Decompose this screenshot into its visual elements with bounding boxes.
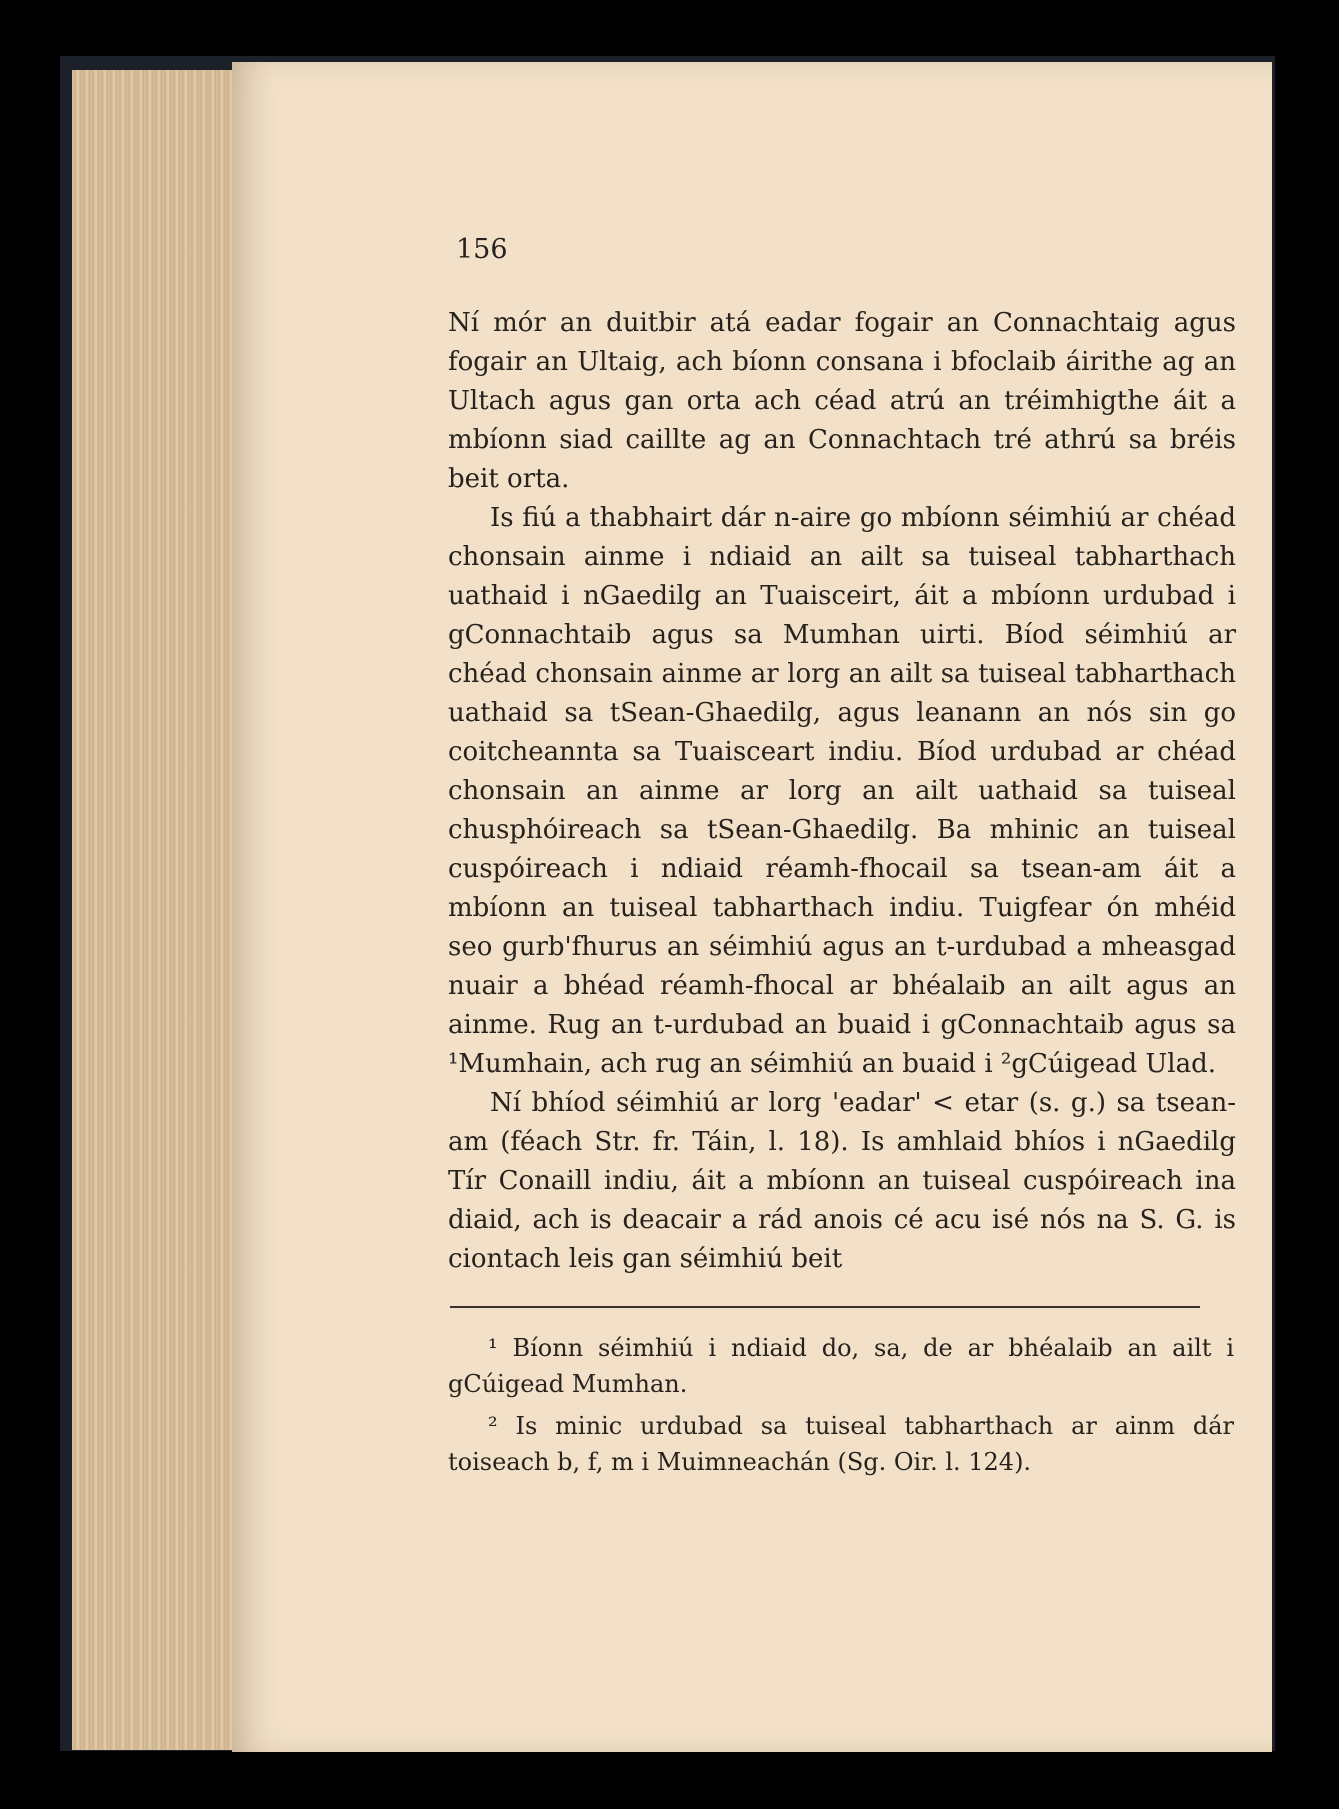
body-text — [448, 304, 1236, 1279]
page-edges — [72, 70, 244, 1750]
footnote-divider — [450, 1306, 1200, 1308]
footnotes — [448, 1330, 1234, 1486]
footnote-1: ¹ Bíonn séimhiú i ndiaid do, sa, de ar bhéalaib an ailt i gCúigead Mumhan. — [448, 1334, 1234, 1398]
paragraph-2: Is fiú a thabhairt dár n-aire go mbíonn séimhiú ar chéad chonsain ainme i ndiaid an ailt sa tuiseal tabharthach uathaid i nGaedilg an Tuaisceirt, áit a mbíonn urdubad i gConnachtaib agus sa Mumhan uirti. Bíod séimhiú ar chéad chonsain ainme ar lorg an ailt sa tuiseal tabharthach uathaid sa tSean-Ghaedilg, agus leanann an nós sin go coitcheannta sa Tuaisceart indiu. Bíod urdubad ar chéad chonsain an ainme ar lorg an ailt uathaid sa tuiseal chusphóireach sa tSean-Ghaedilg. Ba mhinic an tuiseal cuspóireach i ndiaid réamh-fhocail sa tsean-am áit a mbíonn an tuiseal tabharthach indiu. Tuigfear ón mhéid seo gurb'fhurus an séimhiú agus an t-urdubad a mheasgad nuair a bhéad réamh-fhocal ar bhéalaib an ailt agus an ainme. Rug an t-urdubad an buaid i gConnachtaib agus sa ¹Mumhain, ach rug an séimhiú an buaid i ²gCúigead Ulad. — [448, 503, 1236, 1079]
page-number: 156 — [456, 234, 508, 265]
paragraph-3: Ní bhíod séimhiú ar lorg 'eadar' < etar (s. g.) sa tsean-am (féach Str. fr. Táin, l. 18). Is amhlaid bhíos i nGaedilg Tír Conaill indiu, áit a mbíonn an tuiseal cuspóireach ina diaid, ach is deacair a rád anois cé acu isé nós na S. G. is ciontach leis gan séimhiú beit — [448, 1088, 1236, 1274]
footnote-2: ² Is minic urdubad sa tuiseal tabharthach ar ainm dár toiseach b, f, m i Muimneachán (Sg. Oir. l. 124). — [448, 1412, 1234, 1476]
paragraph-1: Ní mór an duitbir atá eadar fogair an Connachtaig agus fogair an Ultaig, ach bíonn consana i bfoclaib áirithe ag an Ultach agus gan orta ach céad atrú an tréimhigthe áit a mbíonn siad caillte ag an Connachtach tré athrú sa bréis beit orta. — [448, 308, 1236, 494]
book-page — [232, 62, 1272, 1752]
